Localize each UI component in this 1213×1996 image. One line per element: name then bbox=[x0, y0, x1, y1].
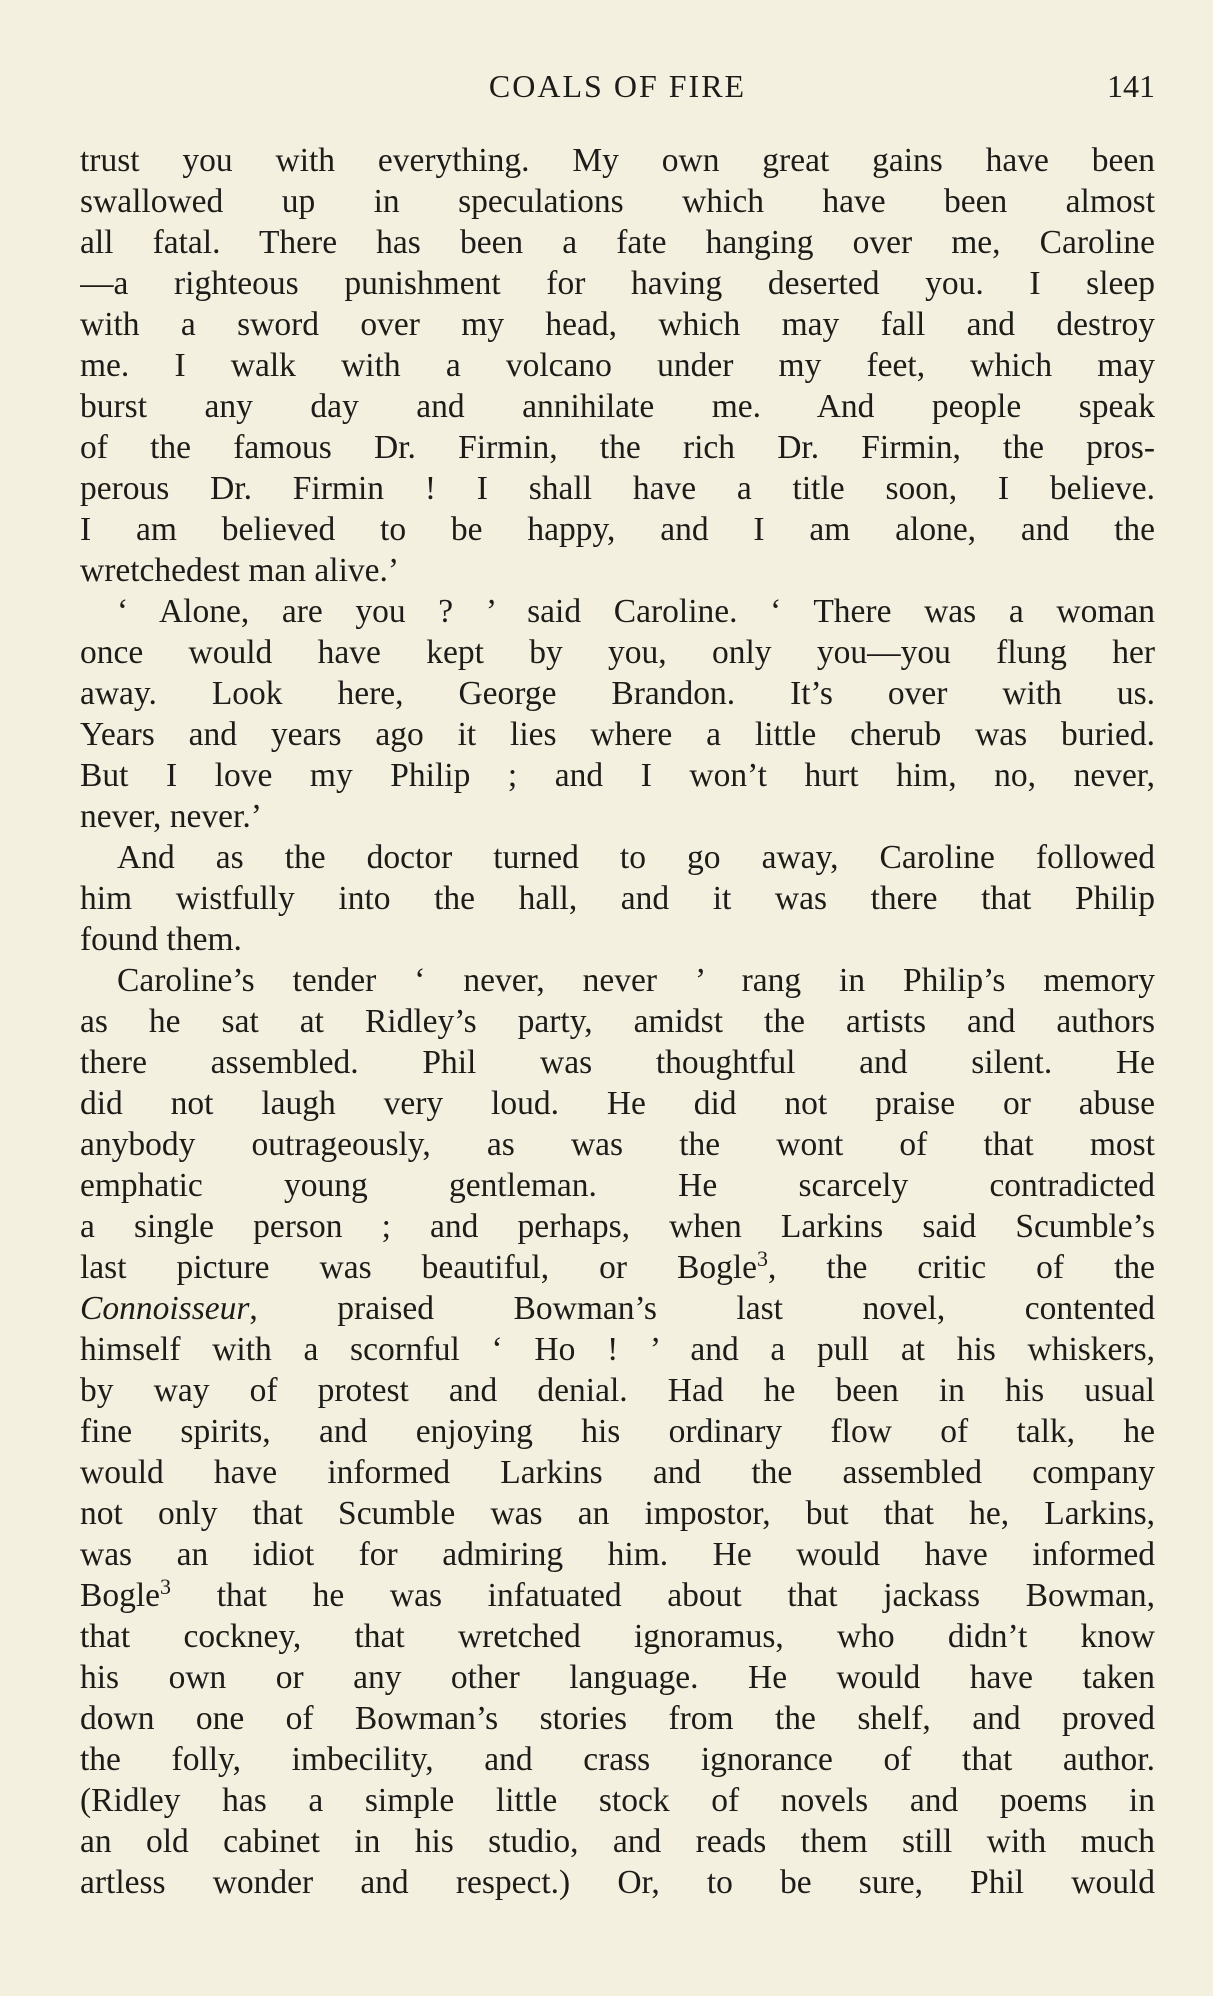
text-line bbox=[80, 263, 1155, 304]
running-title: COALS OF FIRE bbox=[488, 68, 747, 104]
line-text: him wistfully into the hall, and it was there that Philip bbox=[80, 880, 1155, 917]
text-line bbox=[80, 796, 1155, 837]
line-text: me. I walk with a volcano under my feet, which may bbox=[80, 347, 1155, 384]
text-line bbox=[80, 1575, 1155, 1616]
text-line bbox=[80, 1452, 1155, 1493]
line-text: of the famous Dr. Firmin, the rich Dr. Firmin, the pros- bbox=[80, 429, 1155, 466]
line-text: would have informed Larkins and the assembled company bbox=[80, 1454, 1155, 1491]
line-text: artless wonder and respect.) Or, to be sure, Phil would bbox=[80, 1864, 1155, 1901]
footnote-marker: 3 bbox=[160, 1575, 172, 1599]
text-line bbox=[80, 345, 1155, 386]
text-line bbox=[80, 1821, 1155, 1862]
text-line bbox=[80, 1124, 1155, 1165]
page-number: 141 bbox=[1107, 68, 1155, 104]
text-line bbox=[80, 1370, 1155, 1411]
line-text: But I love my Philip ; and I won’t hurt him, no, never, bbox=[80, 757, 1155, 794]
line-text: found them. bbox=[80, 921, 242, 958]
line-text: as he sat at Ridley’s party, amidst the artists and authors bbox=[80, 1003, 1155, 1040]
line-text: once would have kept by you, only you—you flung her bbox=[80, 634, 1155, 671]
text-line bbox=[80, 1247, 1155, 1288]
text-line bbox=[80, 673, 1155, 714]
line-text: last picture was beautiful, or Bogle bbox=[80, 1249, 758, 1286]
line-text: all fatal. There has been a fate hanging over me, Caroline bbox=[80, 224, 1155, 261]
text-line bbox=[80, 304, 1155, 345]
line-text: never, never.’ bbox=[80, 798, 262, 835]
text-line bbox=[80, 1616, 1155, 1657]
text-line bbox=[80, 427, 1155, 468]
line-text: ‘ Alone, are you ? ’ said Caroline. ‘ There was a woman bbox=[117, 593, 1155, 630]
line-text: an old cabinet in his studio, and reads them still with much bbox=[80, 1823, 1155, 1860]
text-line bbox=[80, 1042, 1155, 1083]
line-text: swallowed up in speculations which have been almost bbox=[80, 183, 1155, 220]
line-text: himself with a scornful ‘ Ho ! ’ and a pull at his whiskers, bbox=[80, 1331, 1155, 1368]
line-text: did not laugh very loud. He did not praise or abuse bbox=[80, 1085, 1155, 1122]
line-text: perous Dr. Firmin ! I shall have a title soon, I believe. bbox=[80, 470, 1155, 507]
text-line bbox=[80, 837, 1155, 878]
footnote-marker: 3 bbox=[757, 1247, 769, 1271]
line-text: away. Look here, George Brandon. It’s over with us. bbox=[80, 675, 1155, 712]
text-line bbox=[80, 632, 1155, 673]
line-text: I am believed to be happy, and I am alone, and the bbox=[80, 511, 1155, 548]
text-line bbox=[80, 1165, 1155, 1206]
line-text: burst any day and annihilate me. And people speak bbox=[80, 388, 1155, 425]
text-line bbox=[80, 181, 1155, 222]
text-line bbox=[80, 1001, 1155, 1042]
text-line bbox=[80, 1329, 1155, 1370]
line-text: anybody outrageously, as was the wont of that most bbox=[80, 1126, 1155, 1163]
line-text: a single person ; and perhaps, when Larkins said Scumble’s bbox=[80, 1208, 1155, 1245]
line-text: that cockney, that wretched ignoramus, who didn’t know bbox=[80, 1618, 1155, 1655]
line-text: the folly, imbecility, and crass ignorance of that author. bbox=[80, 1741, 1155, 1778]
body-text bbox=[80, 140, 1155, 1903]
line-text: there assembled. Phil was thoughtful and silent. He bbox=[80, 1044, 1155, 1081]
text-line bbox=[80, 1739, 1155, 1780]
text-line bbox=[80, 1657, 1155, 1698]
line-text: Bogle bbox=[80, 1577, 161, 1614]
line-text: —a righteous punishment for having deserted you. I sleep bbox=[80, 265, 1155, 302]
text-line bbox=[80, 1698, 1155, 1739]
text-line bbox=[80, 755, 1155, 796]
line-text: Years and years ago it lies where a little cherub was buried. bbox=[80, 716, 1155, 753]
line-text: not only that Scumble was an impostor, but that he, Larkins, bbox=[80, 1495, 1155, 1532]
line-text: Caroline’s tender ‘ never, never ’ rang in Philip’s memory bbox=[117, 962, 1155, 999]
line-text: by way of protest and denial. Had he been in his usual bbox=[80, 1372, 1155, 1409]
italic-title: Connoisseur bbox=[80, 1290, 250, 1327]
line-text: fine spirits, and enjoying his ordinary flow of talk, he bbox=[80, 1413, 1155, 1450]
line-text: (Ridley has a simple little stock of novels and poems in bbox=[80, 1782, 1155, 1819]
text-line bbox=[80, 878, 1155, 919]
text-line bbox=[80, 1780, 1155, 1821]
line-text: wretchedest man alive.’ bbox=[80, 552, 400, 589]
text-line bbox=[80, 960, 1155, 1001]
line-text-continued: , praised Bowman’s last novel, contented bbox=[249, 1290, 1155, 1327]
text-line bbox=[80, 1411, 1155, 1452]
line-text: his own or any other language. He would have taken bbox=[80, 1659, 1155, 1696]
text-line bbox=[80, 1288, 1155, 1329]
text-line bbox=[80, 386, 1155, 427]
line-text: emphatic young gentleman. He scarcely contradicted bbox=[80, 1167, 1155, 1204]
text-line bbox=[80, 1862, 1155, 1903]
text-line bbox=[80, 468, 1155, 509]
text-line bbox=[80, 591, 1155, 632]
text-line bbox=[80, 714, 1155, 755]
text-line bbox=[80, 1206, 1155, 1247]
text-line bbox=[80, 1534, 1155, 1575]
line-text: was an idiot for admiring him. He would have informed bbox=[80, 1536, 1155, 1573]
line-text-continued: , the critic of the bbox=[768, 1249, 1155, 1286]
text-line bbox=[80, 1493, 1155, 1534]
text-line bbox=[80, 1083, 1155, 1124]
line-text: trust you with everything. My own great gains have been bbox=[80, 142, 1155, 179]
line-text-continued: that he was infatuated about that jackass Bowman, bbox=[171, 1577, 1155, 1614]
text-line bbox=[80, 919, 1155, 960]
text-line bbox=[80, 550, 1155, 591]
text-line bbox=[80, 222, 1155, 263]
running-head bbox=[80, 66, 1155, 106]
text-line bbox=[80, 509, 1155, 550]
line-text: And as the doctor turned to go away, Caroline followed bbox=[117, 839, 1155, 876]
line-text: with a sword over my head, which may fall and destroy bbox=[80, 306, 1155, 343]
text-line bbox=[80, 140, 1155, 181]
line-text: down one of Bowman’s stories from the shelf, and proved bbox=[80, 1700, 1155, 1737]
